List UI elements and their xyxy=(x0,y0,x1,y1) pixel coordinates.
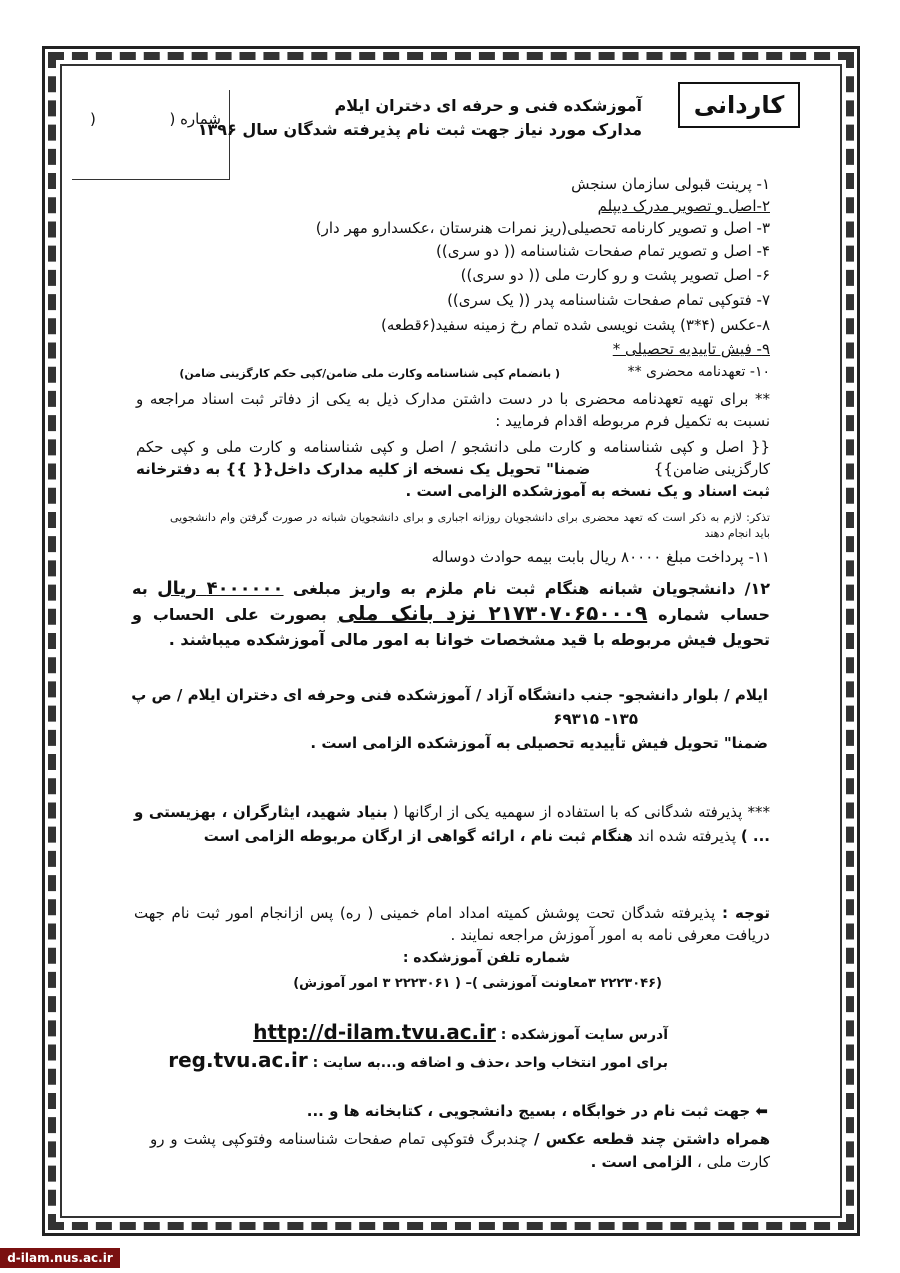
docs-bold-note xyxy=(136,458,770,502)
list-item: ۷- فتوکپی تمام صفحات شناسنامه پدر (( یک سری)) xyxy=(447,291,770,309)
night-students-payment xyxy=(132,576,770,652)
attention-label: توجه : xyxy=(721,904,770,922)
payment-text-c: بصورت علی الحساب و تحویل فیش مربوطه با قید مشخصات خوانا به امور مالی آموزشکده میباشند . xyxy=(132,605,770,649)
website-label: آدرس سایت آموزشکده : xyxy=(500,1027,668,1043)
reminder-note: تذکر: لازم به ذکر است که تعهد محضری برای دانشجویان روزانه اجباری و برای دانشجویان شبانه در صورت گرفتن وام دانشجویی باید انجام دهند xyxy=(170,511,770,540)
list-item: ۳- اصل و تصویر کارنامه تحصیلی(ریز نمرات هنرستان ،عکسدارو مهر دار) xyxy=(315,219,770,237)
notary-note: ** برای تهیه تعهدنامه محضری با در دست داشتن مدارک ذیل به یکی از دفاتر ثبت اسناد مراجعه و نسبت به تکمیل فرم مربوطه اقدام فرمایید : xyxy=(136,390,770,430)
list-item: ۲-اصل و تصویر مدرک دیپلم xyxy=(597,197,770,215)
quota-note xyxy=(134,800,770,848)
website-link[interactable]: http://d-ilam.tvu.ac.ir xyxy=(253,1020,496,1044)
payment-amount: ۴۰۰۰۰۰۰ ریال xyxy=(157,578,284,599)
site-watermark-tag: d-ilam.nus.ac.ir xyxy=(0,1248,120,1268)
bank-account: ۲۱۷۳۰۷۰۶۵۰۰۰۹ نزد بانک ملی xyxy=(337,601,648,625)
quota-text-c: پذیرفته شده اند xyxy=(637,827,737,845)
list-item-note: ( بانضمام کپی شناسنامه وکارت ملی ضامن/کپی حکم کارگزینی ضامن) xyxy=(179,367,560,380)
list-item: ۶- اصل تصویر پشت و رو کارت ملی (( دو سری)) xyxy=(460,266,770,284)
attention-text: پذیرفته شدگان تحت پوشش کمیته امداد امام خمینی ( ره) پس ازانجام امور ثبت نام جهت دریافت معرفی نامه به امور آموزش مراجعه نمایند . xyxy=(134,904,770,944)
quota-text-d: هنگام ثبت نام ، ارائه گواهی از ارگان مربوطه الزامی است xyxy=(203,827,633,845)
list-item: ۱۰- تعهدنامه محضری ** xyxy=(627,364,770,380)
list-item: ۸-عکس (۴*۳) پشت نویسی شده تمام رخ زمینه سفید(۶قطعه) xyxy=(381,316,770,334)
quota-text-a: *** پذیرفته شدگانی که با استفاده از سهمیه یکی از ارگانها ( xyxy=(392,803,770,821)
address-line: ایلام / بلوار دانشجو- جنب دانشگاه آزاد / آموزشکده فنی وحرفه ای دختران ایلام / ص پ xyxy=(131,686,768,704)
registration-link[interactable]: reg.tvu.ac.ir xyxy=(168,1048,308,1072)
dorm-required: الزامی است . xyxy=(590,1153,693,1171)
payment-text-b: به حساب شماره xyxy=(132,579,770,624)
page-subtitle: مدارک مورد نیاز جهت ثبت نام پذیرفته شدگان سال ۱۳۹۶ xyxy=(197,120,642,139)
quota-text-b: بنیاد شهید، ایثارگران ، بهزیستی و ... ) xyxy=(134,803,770,845)
list-item: ۱- پرینت قبولی سازمان سنجش xyxy=(571,175,770,193)
docs-list: {{ اصل و کپی شناسنامه و کارت ملی دانشجو / اصل و کپی شناسنامه و کارت ملی و کپی حکم کارگزینی ضامن}} xyxy=(136,438,770,478)
number-close: ) xyxy=(90,110,96,128)
registration-row xyxy=(168,1048,668,1072)
phones-numbers: (۲۲۲۳۰۴۶ ۳معاونت آموزشی )– ( ۲۲۲۳۰۶۱ ۳ امور آموزش) xyxy=(293,976,662,991)
school-title: آموزشکده فنی و حرفه ای دختران ایلام xyxy=(334,96,642,115)
arrow-left-icon: ⬅ xyxy=(755,1102,768,1120)
registration-label: برای امور انتخاب واحد ،حذف و اضافه و...به سایت : xyxy=(312,1055,668,1071)
dorm-photos: همراه داشتن چند قطعه عکس / xyxy=(533,1130,770,1148)
receipt-note: ضمنا" تحویل فیش تأییدیه تحصیلی به آموزشکده الزامی است . xyxy=(310,734,768,752)
phones-title: شماره تلفن آموزشکده : xyxy=(402,950,570,966)
attention-note xyxy=(134,902,770,946)
dorm-text: جهت ثبت نام در خوابگاه ، بسیج دانشجویی ، کتابخانه ها و ... xyxy=(306,1102,751,1120)
degree-badge: کاردانی xyxy=(678,82,800,128)
postal-code: ۱۳۵- ۶۹۳۱۵ xyxy=(553,710,638,728)
website-row xyxy=(253,1020,668,1044)
number-label: شماره ( xyxy=(169,110,221,128)
dorm-line xyxy=(307,1102,768,1120)
dorm-requirements xyxy=(150,1128,770,1174)
payment-text-a: ۱۲/ دانشجویان شبانه هنگام ثبت نام ملزم به واریز مبلغی xyxy=(292,579,770,598)
list-item: ۹- فیش تاییدیه تحصیلی * xyxy=(612,340,770,358)
insurance-item: ۱۱- پرداخت مبلغ ۸۰۰۰۰ ریال بابت بیمه حوادث دوساله xyxy=(431,548,770,566)
dorm-copies: چندبرگ فتوکپی تمام صفحات شناسنامه وفتوکپی پشت و رو کارت ملی ، xyxy=(150,1130,770,1171)
list-item: ۴- اصل و تصویر تمام صفحات شناسنامه (( دو سری)) xyxy=(435,242,770,260)
docs-bold-text: ضمنا" تحویل یک نسخه از کلیه مدارک داخل{{ }} به دفترخانه ثبت اسناد و یک نسخه به آموزشکده الزامی است . xyxy=(136,460,770,500)
